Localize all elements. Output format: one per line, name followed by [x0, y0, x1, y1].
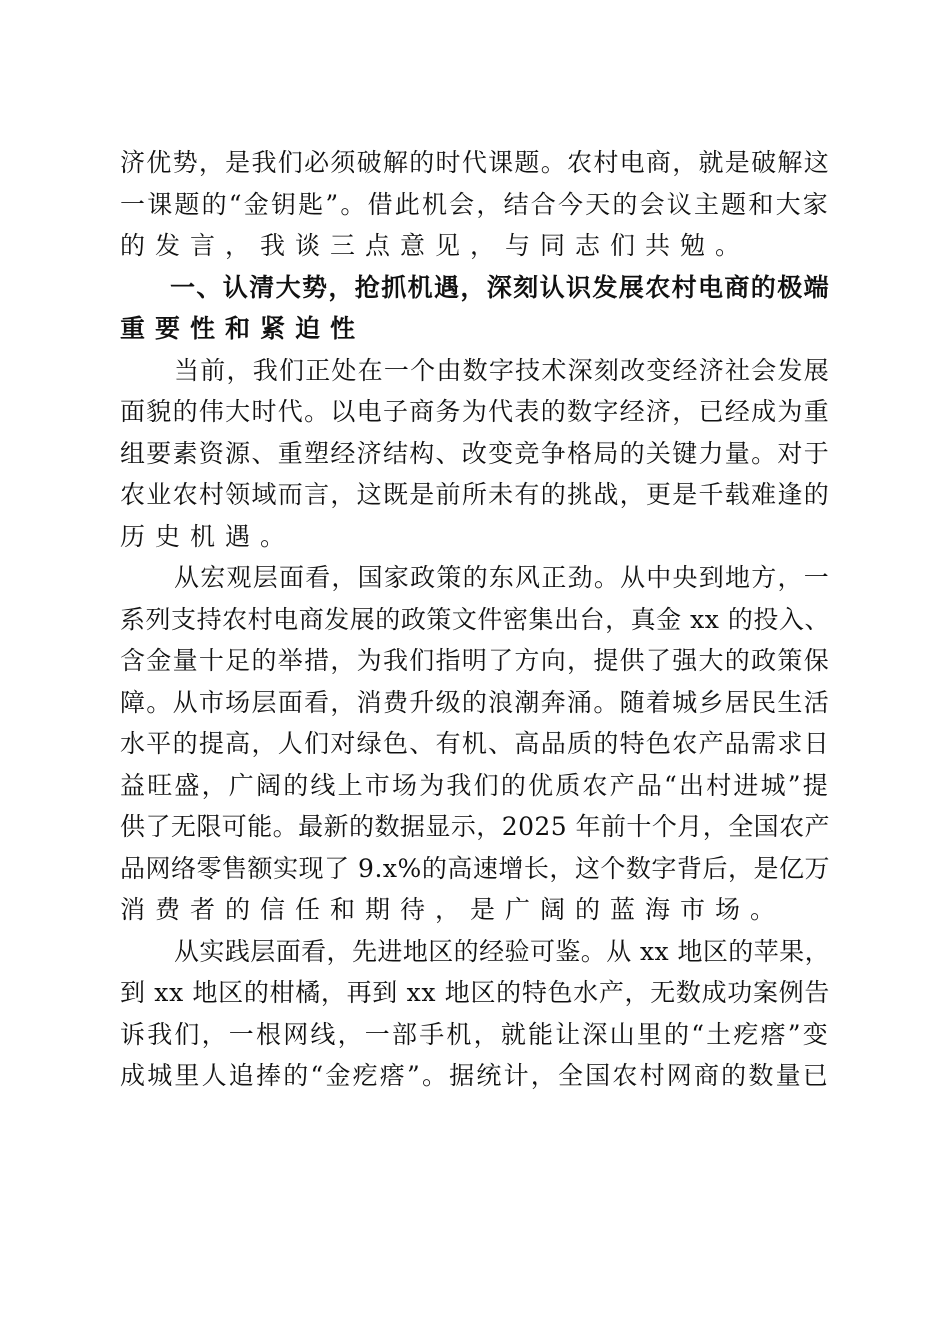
text-line: 从宏观层面看，国家政策的东风正劲。从中央到地方，一 — [174, 563, 830, 592]
text-line: 含金量十足的举措，为我们指明了方向，提供了强大的政策保 — [120, 646, 830, 675]
heading-line: 重要性和紧迫性 — [120, 314, 366, 343]
text-line: 诉我们，一根网线，一部手机，就能让深山里的“土疙瘩”变 — [120, 1019, 830, 1049]
text-line: 系列支持农村电商发展的政策文件密集出台，真金 xx 的投入、 — [120, 604, 830, 634]
text-line: 益旺盛，广阔的线上市场为我们的优质农产品“出村进城”提 — [120, 770, 830, 800]
text-line: 水平的提高，人们对绿色、有机、高品质的特色农产品需求日 — [120, 729, 830, 758]
paragraph-practice-level — [120, 931, 830, 1097]
paragraph-intro-continuation — [120, 142, 830, 267]
text-line: 障。从市场层面看，消费升级的浪潮奔涌。随着城乡居民生活 — [120, 687, 830, 717]
text-line: 历史机遇。 — [120, 521, 296, 551]
document-page — [120, 142, 830, 1097]
heading-line: 一、认清大势，抢抓机遇，深刻认识发展农村电商的极端 — [170, 272, 830, 302]
text-line: 一课题的“金钥匙”。借此机会，结合今天的会议主题和大家 — [120, 189, 830, 219]
paragraph-current-era — [120, 350, 830, 558]
text-line: 济优势，是我们必须破解的时代课题。农村电商，就是破解这 — [120, 148, 830, 177]
text-line: 品网络零售额实现了 9.x%的高速增长，这个数字背后，是亿万 — [120, 853, 830, 883]
text-line: 组要素资源、重塑经济结构、改变竞争格局的关键力量。对于 — [120, 438, 830, 468]
text-line: 从实践层面看，先进地区的经验可鉴。从 xx 地区的苹果， — [174, 936, 830, 966]
text-line: 面貌的伟大时代。以电子商务为代表的数字经济，已经成为重 — [120, 397, 830, 426]
paragraph-macro-level — [120, 557, 830, 931]
text-line: 的发言，我谈三点意见，与同志们共勉。 — [120, 231, 751, 260]
text-line: 当前，我们正处在一个由数字技术深刻改变经济社会发展 — [174, 355, 830, 385]
text-line: 供了无限可能。最新的数据显示，2025 年前十个月，全国农产 — [120, 812, 830, 841]
text-line: 农业农村领域而言，这既是前所未有的挑战，更是千载难逢的 — [120, 480, 830, 509]
text-line: 消费者的信任和期待，是广阔的蓝海市场。 — [120, 895, 786, 924]
text-line: 到 xx 地区的柑橘，再到 xx 地区的特色水产，无数成功案例告 — [120, 978, 830, 1007]
text-line: 成城里人追捧的“金疙瘩”。据统计，全国农村网商的数量已 — [120, 1061, 830, 1090]
section-heading-1 — [120, 267, 830, 350]
